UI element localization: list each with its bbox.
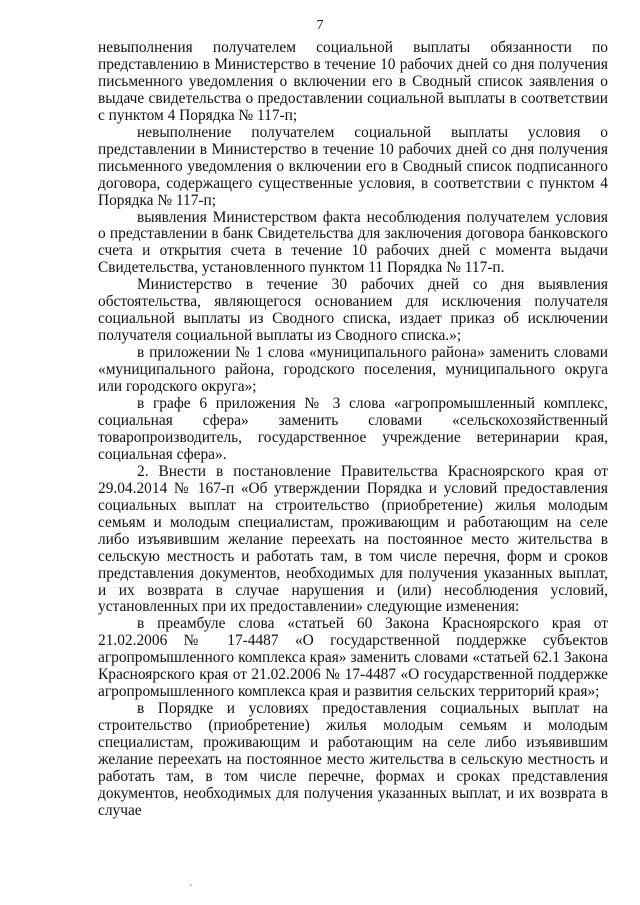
paragraph-3: выявления Министерством факта несоблюдения получателем условия о представлении в банк Свидетельства для заключения договора банковского счета и открытия счета в течение 10 рабочих дней с момента выдачи Свидетельства, установленного пунктом 11 Порядка № 117-п.: [98, 208, 608, 277]
page-number: 7: [316, 18, 324, 33]
paragraph-1: невыполнения получателем социальной выплаты обязанности по представлению в Министерство в течение 10 рабочих дней со дня получения письменного уведомления о включении его в Сводный список заявления о выдаче свидетельства о предоставлении социальной выплаты в соответствии с пунктом 4 Порядка № 117-п;: [98, 39, 608, 124]
document-body: [98, 40, 608, 820]
paragraph-7: 2. Внести в постановление Правительства Красноярского края от 29.04.2014 № 167-п «Об утверждении Порядка и условий предоставления социальных выплат на строительство (приобретение) жилья молодым семьям и молодым специалистам, проживающим и работающим на селе либо изъявившим желание переехать на постоянное место жительства в сельскую местность и работать там, в том числе перечня, форм и сроков представления документов, необходимых для получения указанных выплат, и их возврата в случае нарушения и (или) несоблюдения условий, установленных при их предоставлении» следующие изменения:: [98, 462, 608, 616]
paragraph-8: в преамбуле слова «статьей 60 Закона Красноярского края от 21.02.2006 № 17-4487 «О государственной поддержке субъектов агропромышленного комплекса края» заменить словами «статьей 62.1 Закона Красноярского края от 21.02.2006 № 17-4487 «О государственной поддержке агропромышленного комплекса края и развития сельских территорий края»;: [98, 615, 608, 701]
scan-speck: [190, 884, 192, 886]
paragraph-9: в Порядке и условиях предоставления социальных выплат на строительство (приобретение) жилья молодым семьям и молодым специалистам, проживающим и работающим на селе либо изъявившим желание переехать на постоянное место жительства в сельскую местность и работать там, в том числе перечне, формах и сроках представления документов, необходимых для получения указанных выплат, и их возврата в случае: [98, 700, 608, 819]
paragraph-6: в графе 6 приложения № 3 слова «агропромышленный комплекс, социальная сфера» заменить словами «сельскохозяйственный товаропроизводитель, государственное учреждение ветеринарии края, социальная сфера».: [98, 395, 608, 463]
paragraph-4: Министерство в течение 30 рабочих дней со дня выявления обстоятельства, являющегося основанием для исключения получателя социальной выплаты из Сводного списка, издает приказ об исключении получателя социальной выплаты из Сводного списка.»;: [98, 276, 608, 345]
paragraph-5: в приложении № 1 слова «муниципального района» заменить словами «муниципального района, городского поселения, муниципального округа или городского округа»;: [98, 344, 608, 396]
paragraph-2: невыполнение получателем социальной выплаты условия о представлении в Министерство в течение 10 рабочих дней со дня получения письменного уведомления о включении его в Сводный список подписанного договора, содержащего существенные условия, в соответствии с пунктом 4 Порядка № 117-п;: [98, 123, 608, 209]
